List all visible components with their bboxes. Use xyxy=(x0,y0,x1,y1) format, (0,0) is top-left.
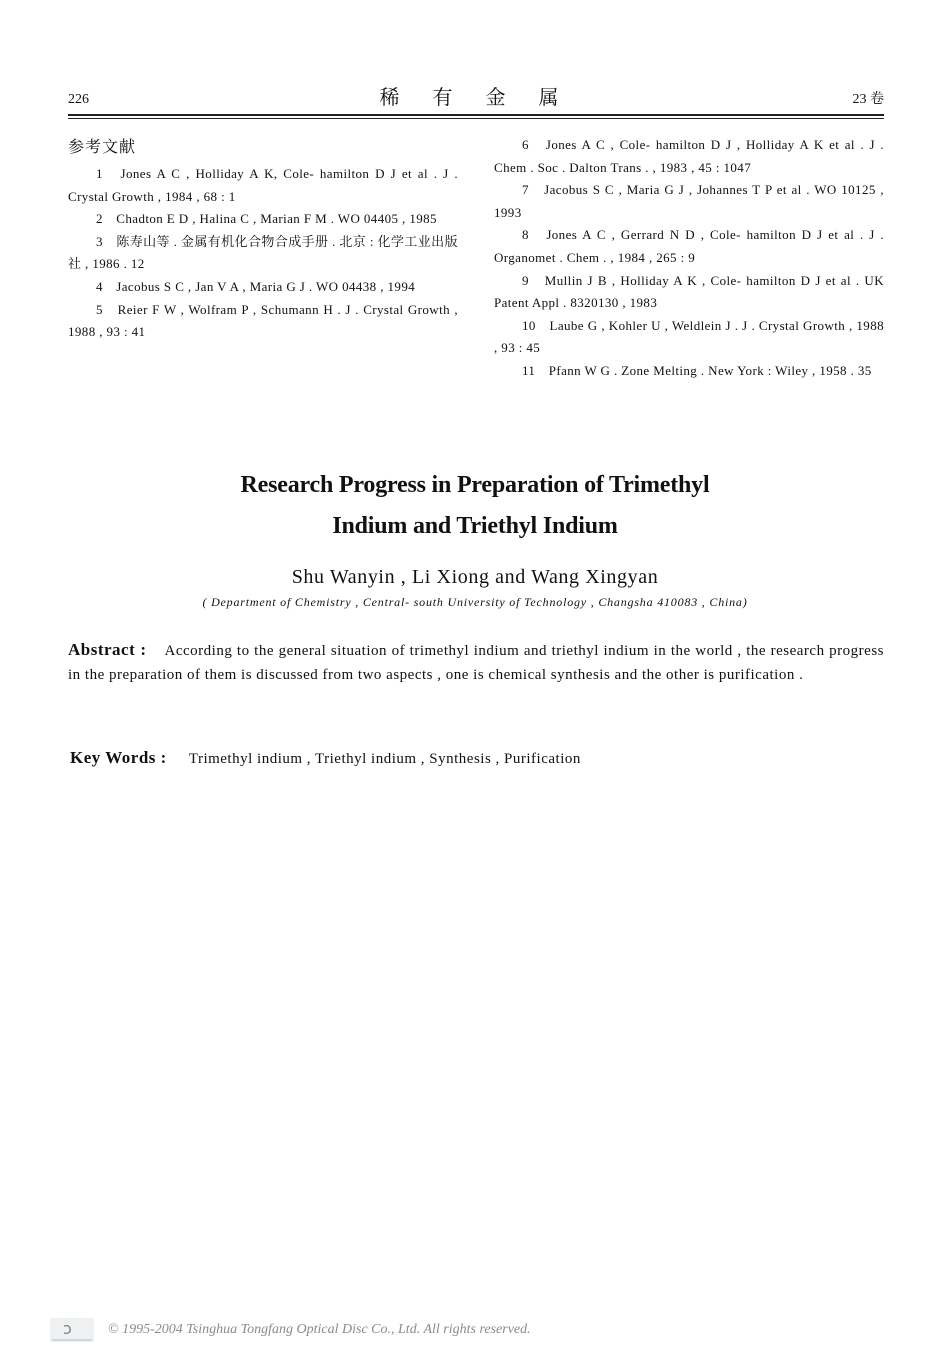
references-heading: 参考文献 xyxy=(68,139,137,156)
authors: Shu Wanyin , Li Xiong and Wang Xingyan xyxy=(291,566,659,588)
reference-item: 8 Jones A C , Gerrard N D , Cole- hamilton D J et al . J . Organomet . Chem . , 1984 , 265 : 9 xyxy=(494,227,884,265)
cnki-logo-icon: ↄ xyxy=(50,1318,94,1342)
reference-item: 7 Jacobus S C , Maria G J , Johannes T P et al . WO 10125 , 1993 xyxy=(494,182,884,220)
reference-item: 10 Laube G , Kohler U , Weldlein J . J . Crystal Growth , 1988 , 93 : 45 xyxy=(494,317,884,356)
article-title-line-2: Indium and Triethyl Indium xyxy=(332,513,618,539)
affiliation: ( Department of Chemistry , Central- south University of Technology , Changsha 410083 , China) xyxy=(202,595,748,609)
keywords-label: Key Words : xyxy=(70,748,167,767)
reference-item: 11 Pfann W G . Zone Melting . New York : Wiley , 1958 . 35 xyxy=(522,362,872,378)
abstract xyxy=(68,638,884,687)
volume-label: 23 卷 xyxy=(852,92,884,107)
reference-item: 3 陈寿山等 . 金属有机化合物合成手册 . 北京 : 化学工业出版社 , 1986 . 12 xyxy=(68,233,458,272)
journal-title: 稀 有 金 属 xyxy=(379,87,573,109)
reference-item: 4 Jacobus S C , Jan V A , Maria G J . WO 04438 , 1994 xyxy=(96,278,416,294)
header-rule-thin xyxy=(68,118,884,119)
abstract-text: According to the general situation of trimethyl indium and triethyl indium in the world , the research progress in the preparation of them is discussed from two aspects , one is chemical synthesis and the other is purification . xyxy=(68,643,884,683)
reference-item: 9 Mullin J B , Holliday A K , Cole- hamilton D J et al . UK Patent Appl . 8320130 , 1983 xyxy=(494,272,884,311)
page-header xyxy=(68,86,884,112)
header-rule xyxy=(68,114,884,116)
references-left-column xyxy=(68,134,458,344)
keywords xyxy=(70,748,886,768)
page-footer xyxy=(50,1318,650,1344)
copyright-notice: © 1995-2004 Tsinghua Tongfang Optical Disc Co., Ltd. All rights reserved. xyxy=(108,1322,531,1337)
reference-item: 1 Jones A C , Holliday A K, Cole- hamilton D J et al . J . Crystal Growth , 1984 , 68 : 1 xyxy=(68,166,458,204)
page-number: 226 xyxy=(68,92,89,107)
abstract-label: Abstract : xyxy=(68,640,147,659)
reference-item: 2 Chadton E D , Halina C , Marian F M . WO 04405 , 1985 xyxy=(96,211,437,227)
article-title-line-1: Research Progress in Preparation of Trimethyl xyxy=(240,472,710,498)
reference-item: 5 Reier F W , Wolfram P , Schumann H . J . Crystal Growth , 1988 , 93 : 41 xyxy=(68,301,458,340)
references-right-column xyxy=(494,134,884,383)
keywords-text: Trimethyl indium , Triethyl indium , Synthesis , Purification xyxy=(188,751,581,767)
reference-item: 6 Jones A C , Cole- hamilton D J , Holliday A K et al . J . Chem . Soc . Dalton Trans . , 1983 , 45 : 1047 xyxy=(494,137,884,175)
